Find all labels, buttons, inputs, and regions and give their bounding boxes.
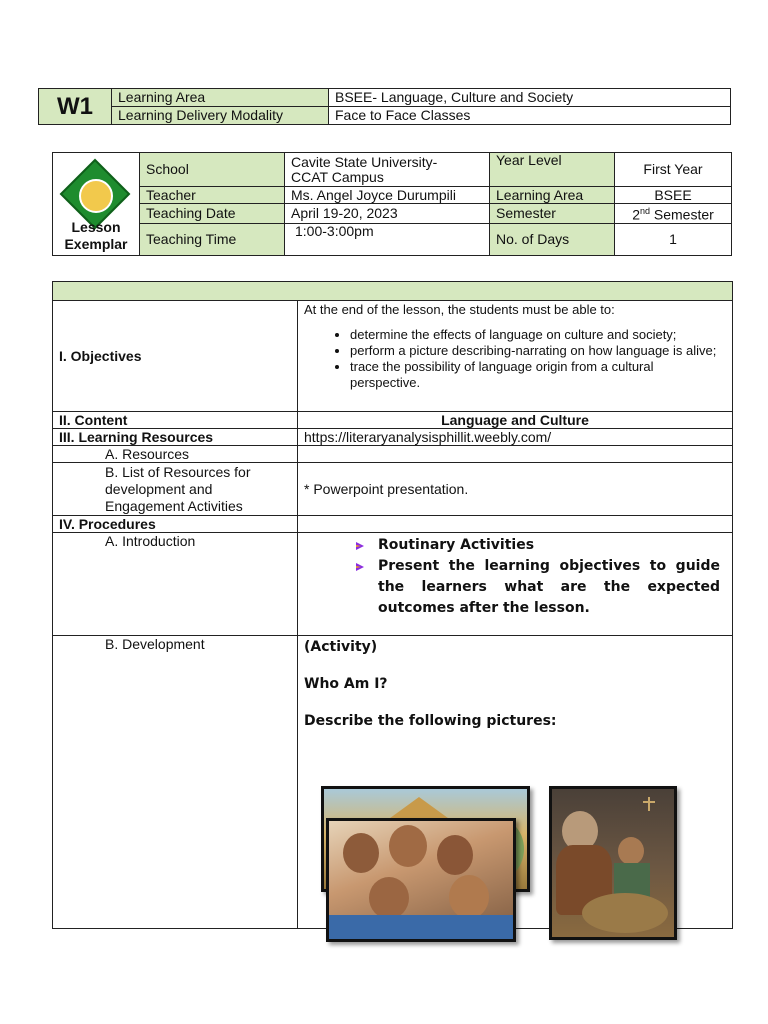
introduction-list [304,535,726,619]
school-value: Cavite State University- CCAT Campus [285,153,490,187]
semester-label: Semester [490,204,615,224]
teaching-time-value: 1:00-3:00pm [285,223,490,255]
delivery-modality-label: Learning Delivery Modality [112,107,329,125]
objectives-cell [298,301,733,412]
procedures-value [298,516,733,533]
introduction-label: A. Introduction [53,533,298,636]
activity-label: (Activity) [304,639,378,655]
objective-item: • determine the effects of language on culture and society; [350,327,726,343]
days-value: 1 [615,223,732,255]
content-value: Language and Culture [298,412,733,429]
objectives-list [304,327,726,391]
resources-b-value: * Powerpoint presentation. [298,463,733,516]
days-label: No. of Days [490,223,615,255]
week-header-table [38,88,731,125]
learning-area-label: Learning Area [112,89,329,107]
school-info-table [52,152,732,256]
activity-instruction: Describe the following pictures: [304,713,557,729]
seal-emblem-icon [79,179,113,213]
arrow-bullet-icon [354,540,366,552]
resources-b-label: B. List of Resources for development and Engagement Activities [53,463,298,516]
year-level-label: Year Level [490,153,615,187]
semester-value: 2nd Semester [615,204,732,224]
objective-item: • perform a picture describing-narrating on how language is alive; [350,343,726,359]
delivery-modality-value: Face to Face Classes [329,107,731,125]
introduction-item: Routinary Activities [378,535,726,556]
resources-link[interactable]: https://literaryanalysisphillit.weebly.com/ [298,429,733,446]
activity-title: Who Am I? [304,676,388,692]
introduction-item: Present the learning objectives to guide the learners what are the expected outcomes after the lesson. [378,556,726,619]
teacher-value: Ms. Angel Joyce Durumpili [285,187,490,204]
objectives-label: I. Objectives [53,301,298,412]
content-label: II. Content [53,412,298,429]
school-label: School [140,153,285,187]
year-level-value: First Year [615,153,732,187]
introduction-cell [298,533,733,636]
objectives-intro: At the end of the lesson, the students must be able to: [304,302,615,317]
resources-label: III. Learning Resources [53,429,298,446]
resources-a-value [298,446,733,463]
logo-caption: Lesson Exemplar [64,218,128,252]
resources-a-label: A. Resources [53,446,298,463]
teacher-label: Teacher [140,187,285,204]
lesson-exemplar-logo [53,153,140,256]
week-label: W1 [39,89,112,125]
children-group-photo [326,818,516,942]
procedures-label: IV. Procedures [53,516,298,533]
development-label: B. Development [53,636,298,929]
teaching-date-value: April 19-20, 2023 [285,204,490,224]
teaching-time-label: Teaching Time [140,223,285,255]
plan-header-bar [53,282,733,301]
teaching-date-label: Teaching Date [140,204,285,224]
objective-item: • trace the possibility of language origin from a cultural perspective. [350,359,726,391]
elder-child-painting [549,786,677,940]
learning-area-label-2: Learning Area [490,187,615,204]
learning-area-value-2: BSEE [615,187,732,204]
learning-area-value: BSEE- Language, Culture and Society [329,89,731,107]
arrow-bullet-icon [354,561,366,573]
